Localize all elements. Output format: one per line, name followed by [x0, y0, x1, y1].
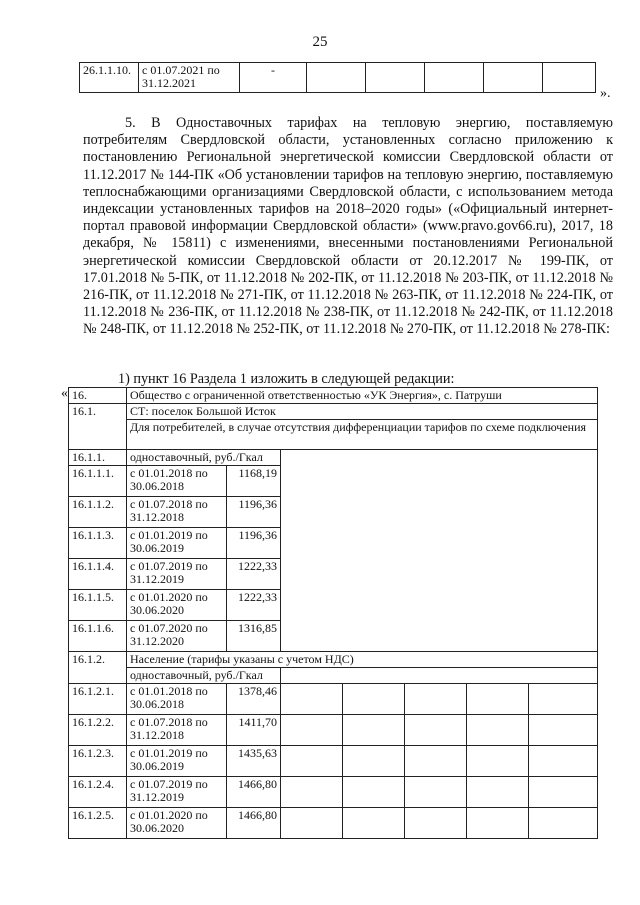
cell-period: с 01.07.2018 по 31.12.2018 [127, 715, 227, 746]
cell-value: 1435,63 [227, 746, 281, 777]
cell-period: с 01.07.2020 по 31.12.2020 [127, 621, 227, 652]
org-name: Общество с ограниченной ответственностью «УК Энергия», с. Патруши [127, 388, 598, 404]
row-value: - [240, 63, 307, 93]
cell-num: 16.1.2.3. [69, 746, 127, 777]
consumer-group: Для потребителей, в случае отсутствия дифференциации тарифов по схеме подключения [127, 420, 598, 450]
cell-period: с 01.01.2020 по 30.06.2020 [127, 590, 227, 621]
cell-period: с 01.01.2018 по 30.06.2018 [127, 466, 227, 497]
cell-value: 1378,46 [227, 684, 281, 715]
cell-num: 16.1.1.6. [69, 621, 127, 652]
cell-value: 1168,19 [227, 466, 281, 497]
cell-value: 1222,33 [227, 590, 281, 621]
cell-value: 1196,36 [227, 528, 281, 559]
cell-period: с 01.07.2019 по 31.12.2019 [127, 777, 227, 808]
cell-num: 16.1.1.2. [69, 497, 127, 528]
cell-period: с 01.01.2018 по 30.06.2018 [127, 684, 227, 715]
rows-group-1 [69, 466, 598, 652]
opening-quote: « [61, 386, 68, 401]
cell-num: 16. [69, 388, 127, 404]
cell-num: 16.1.2.1. [69, 684, 127, 715]
cell-num: 16.1.1.1. [69, 466, 127, 497]
tariff-type: одноставочный, руб./Гкал [127, 450, 281, 466]
cell-period: с 01.01.2019 по 30.06.2019 [127, 528, 227, 559]
subitem-1: 1) пункт 16 Раздела 1 изложить в следующей редакции: [118, 371, 455, 387]
cell-num: 16.1.2. [69, 652, 127, 684]
cell-num: 16.1.2.4. [69, 777, 127, 808]
page-number: 25 [312, 34, 328, 50]
cell-num: 16.1.1. [69, 450, 127, 466]
cell-value: 1222,33 [227, 559, 281, 590]
cell-value: 1411,70 [227, 715, 281, 746]
cell-num: 16.1.2.2. [69, 715, 127, 746]
paragraph-5 [83, 115, 613, 339]
cell-value: 1316,85 [227, 621, 281, 652]
cell-period: с 01.07.2018 по 31.12.2018 [127, 497, 227, 528]
row-period: с 01.07.2021 по 31.12.2021 [139, 63, 240, 93]
closing-quote: ». [600, 86, 611, 101]
cell-value: 1466,80 [227, 808, 281, 839]
cell-period: с 01.07.2019 по 31.12.2019 [127, 559, 227, 590]
top-table [79, 62, 596, 93]
cell-period: с 01.01.2020 по 30.06.2020 [127, 808, 227, 839]
population-header: Население (тарифы указаны с учетом НДС) [127, 652, 598, 668]
cell-period: с 01.01.2019 по 30.06.2019 [127, 746, 227, 777]
paragraph-text: 5. В Одноставочных тарифах на тепловую энергию, поставляемую потребителям Свердловской области, установленных согласно приложению к постановлению Региональной энергетической комиссии Свердловской области от 11.12.2017 № 144-ПК «Об установлении тарифов на тепловую энергию, поставляемую теплоснабжающими организациями Свердловской области, с использованием метода индексации установленных тарифов на 2018–2020 годы» («Официальный интернет-портал правовой информации Свердловской области» (www.pravo.gov66.ru), 2017, 18 декабря, № 15811) с изменениями, внесенными постановлениями Региональной энергетической комиссии Свердловской области от 20.12.2017 № 199-ПК, от 17.01.2018 № 5-ПК, от 11.12.2018 № 202-ПК, от 11.12.2018 № 203-ПК, от 11.12.2018 № 216-ПК, от 11.12.2018 № 271-ПК, от 11.12.2018 № 263-ПК, от 11.12.2018 № 224-ПК, от 11.12.2018 № 236-ПК, от 11.12.2018 № 238-ПК, от 11.12.2018 № 242-ПК, от 11.12.2018 № 248-ПК, от 11.12.2018 № 252-ПК, от 11.12.2018 № 270-ПК, от 11.12.2018 № 278-ПК: [83, 115, 613, 338]
tariff-table [68, 387, 598, 839]
cell-num: 16.1.2.5. [69, 808, 127, 839]
row-number: 26.1.1.10. [80, 63, 139, 93]
cell-num: 16.1. [69, 404, 127, 450]
cell-value: 1196,36 [227, 497, 281, 528]
tariff-type: одноставочный, руб./Гкал [127, 668, 281, 684]
cell-num: 16.1.1.4. [69, 559, 127, 590]
cell-num: 16.1.1.3. [69, 528, 127, 559]
cell-value: 1466,80 [227, 777, 281, 808]
rows-group-2 [69, 684, 598, 839]
cell-num: 16.1.1.5. [69, 590, 127, 621]
territory: СТ: поселок Большой Исток [127, 404, 598, 420]
